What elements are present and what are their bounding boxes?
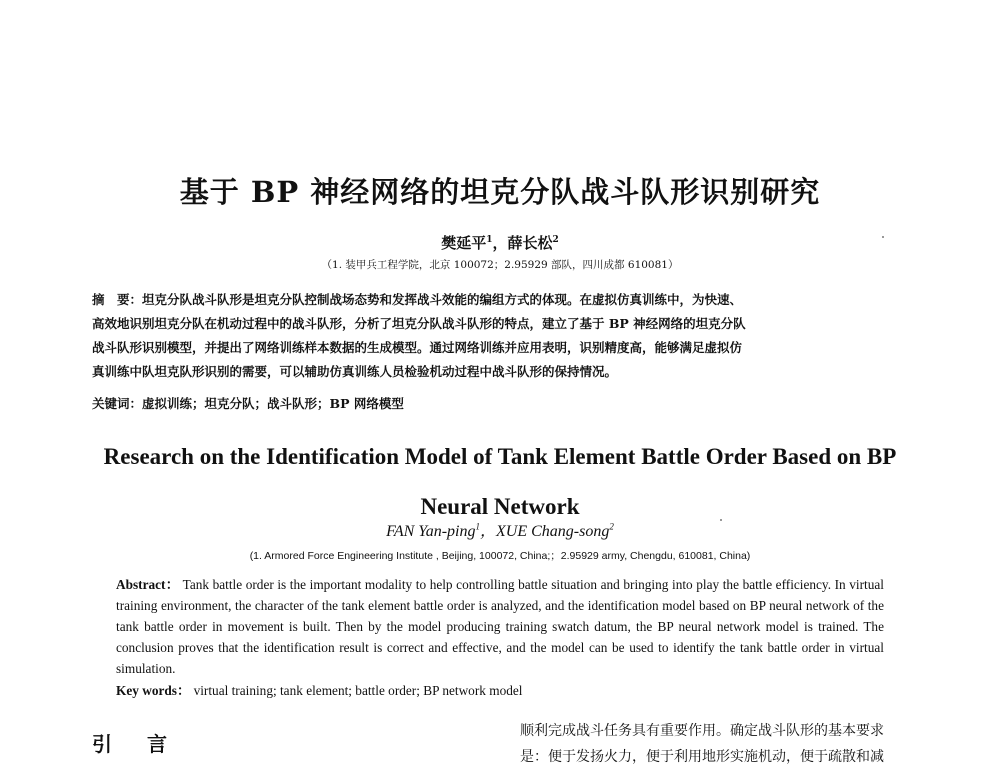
english-keywords: [116, 680, 884, 699]
en-keywords-text: virtual training; tank element; battle order; BP network model: [193, 683, 523, 698]
chinese-abstract: [92, 288, 908, 384]
en-author-separator: ，: [480, 523, 497, 540]
author-2: 薛长松: [507, 234, 553, 252]
en-author-1-affil-marker: 1: [475, 521, 480, 532]
introduction-heading: 引 言: [92, 732, 181, 756]
right-col-line-1: 顺利完成战斗任务具有重要作用。确定战斗队形的基本要求: [520, 723, 884, 739]
author-2-affil-marker: 2: [552, 235, 559, 245]
abstract-line-1: [92, 288, 908, 312]
english-authors: [0, 518, 1000, 541]
en-author-2-affil-marker: 2: [609, 521, 614, 532]
en-abstract-label: Abstract：: [116, 577, 180, 592]
keywords-label: 关键词：: [92, 396, 143, 411]
en-author-2: XUE Chang-song: [496, 523, 610, 540]
english-affiliation: (1. Armored Force Engineering Institute , Beijing, 100072, China;；2.95929 army, Chengdu, 610081, China): [249, 550, 751, 562]
right-column-text: [520, 718, 920, 770]
author-1-affil-marker: 1: [486, 235, 493, 245]
chinese-title: 基于 BP 神经网络的坦克分队战斗队形识别研究: [179, 175, 821, 209]
keywords-text: 虚拟训练；坦克分队；战斗队形；BP 网络模型: [142, 396, 404, 411]
en-abstract-text: Tank battle order is the important modality to help controlling battle situation and bringing into play the battle efficiency. In virtual training environment, the character of the tank element battle order is analyzed, and the identification model based on BP neural network of the tank battle order in movement is built. Then by the model producing training swatch datum, the BP neural network model is trained. The conclusion proves that the identification result is correct and effective, and the model can be used to identify the tank battle order in virtual simulation.: [116, 577, 884, 676]
chinese-affiliation: （1. 装甲兵工程学院，北京 100072；2.95929 部队，四川成都 610081）: [321, 259, 679, 271]
scan-speck: [720, 519, 722, 521]
right-col-line-2: 是：便于发扬火力，便于利用地形实施机动，便于疏散和减: [520, 749, 884, 765]
abstract-text: 坦克分队战斗队形是坦克分队控制战场态势和发挥战斗效能的编组方式的体现。在虚拟仿真训练中，为快速、: [142, 292, 743, 307]
en-keywords-label: Key words：: [116, 683, 191, 698]
scan-speck: [882, 236, 884, 238]
abstract-label: 摘 要：: [92, 292, 143, 307]
english-abstract: [116, 574, 884, 679]
chinese-authors: [0, 232, 1000, 253]
abstract-line-3: 战斗队形识别模型，并提出了网络训练样本数据的生成模型。通过网络训练并应用表明，识别精度高，能够满足虚拟仿: [92, 340, 743, 355]
chinese-keywords: [92, 394, 908, 412]
abstract-line-4: 真训练中队坦克队形识别的需要，可以辅助仿真训练人员检验机动过程中战斗队形的保持情况。: [92, 364, 618, 379]
author-separator: ，: [492, 234, 508, 252]
english-title: Research on the Identification Model of Tank Element Battle Order Based on BP Neural Network: [103, 444, 897, 519]
abstract-line-2: 高效地识别坦克分队在机动过程中的战斗队形，分析了坦克分队战斗队形的特点，建立了基于 BP 神经网络的坦克分队: [92, 316, 746, 331]
en-author-1: FAN Yan-ping: [386, 523, 476, 540]
author-1: 樊延平: [441, 234, 487, 252]
